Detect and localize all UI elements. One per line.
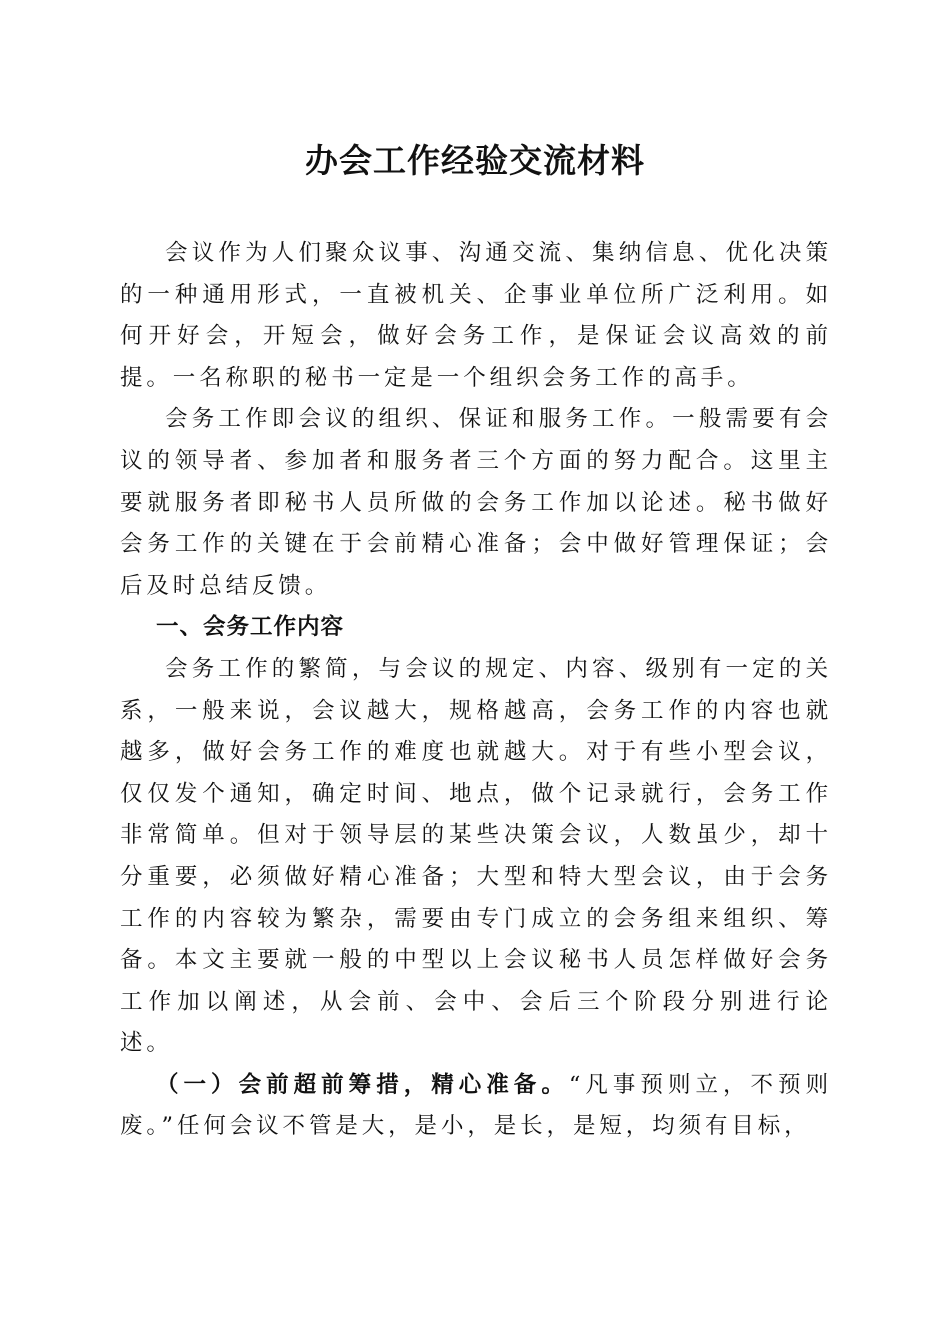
subsection-heading-text: “凡事预则立，不预则废。”任何会议不管是大，是小，是长，是短，均须有目标， xyxy=(120,1071,832,1140)
paragraph-definition: 会务工作即会议的组织、保证和服务工作。一般需要有会议的领导者、参加者和服务者三个方面的努力配合。这里主要就服务者即秘书人员所做的会务工作加以论述。秘书做好会务工作的关键在于会前精心准备；会中做好管理保证；会后及时总结反馈。 xyxy=(120,406,832,599)
section-heading-1: 一、会务工作内容 xyxy=(156,614,345,641)
paragraph-content: 会务工作的繁简，与会议的规定、内容、级别有一定的关系，一般来说，会议越大，规格越高，会务工作的内容也就越多，做好会务工作的难度也就越大。对于有些小型会议，仅仅发个通知，确定时间、地点，做个记录就行，会务工作非常简单。但对于领导层的某些决策会议，人数虽少，却十分重要，必须做好精心准备；大型和特大型会议，由于会务工作的内容较为繁杂，需要由专门成立的会务组来组织、筹备。本文主要就一般的中型以上会议秘书人员怎样做好会务工作加以阐述，从会前、会中、会后三个阶段分别进行论述。 xyxy=(120,655,832,1057)
document-body xyxy=(120,233,832,1148)
subsection-heading-lead: （一）会前超前筹措，精心准备。 xyxy=(156,1071,569,1098)
subsection-heading-1 xyxy=(120,1065,832,1148)
paragraph-intro: 会议作为人们聚众议事、沟通交流、集纳信息、优化决策的一种通用形式，一直被机关、企事业单位所广泛利用。如何开好会，开短会，做好会务工作，是保证会议高效的前提。一名称职的秘书一定是一个组织会务工作的高手。 xyxy=(120,240,832,391)
document-title: 办会工作经验交流材料 xyxy=(305,141,645,180)
